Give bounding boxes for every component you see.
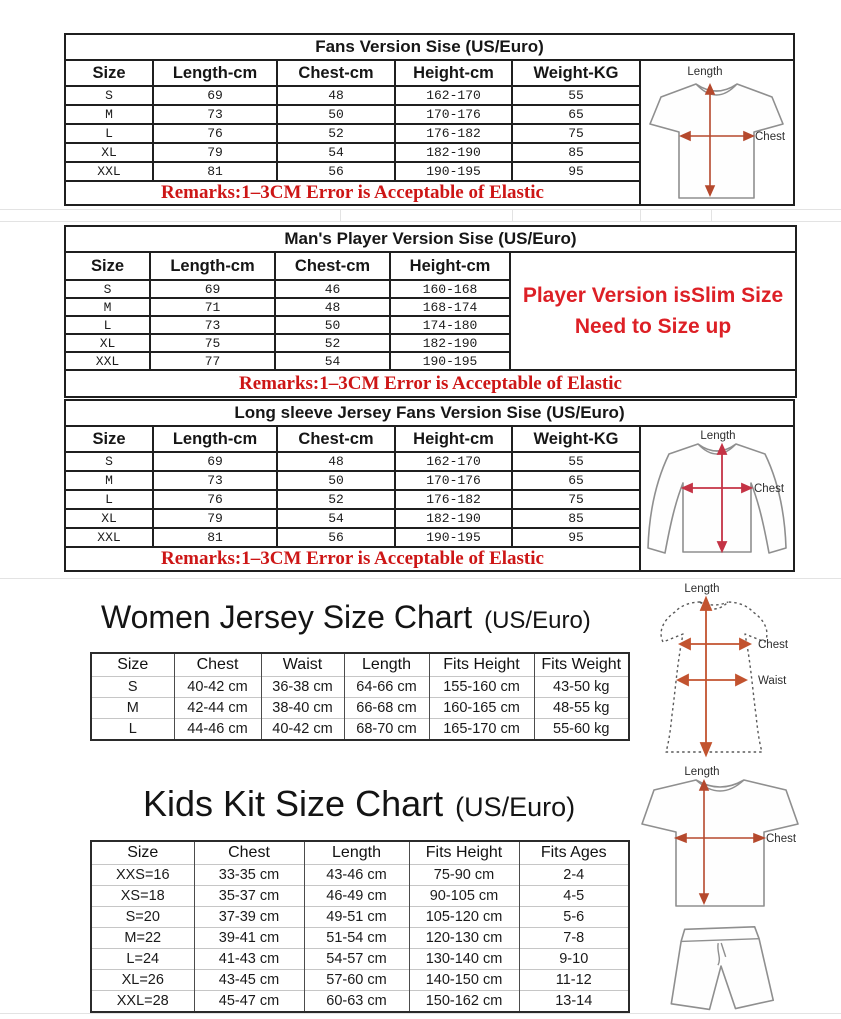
cell: 65 bbox=[512, 471, 640, 490]
cell: 55-60 kg bbox=[534, 719, 629, 741]
cell: L=24 bbox=[91, 949, 194, 970]
cell: 69 bbox=[153, 86, 277, 105]
cell: M bbox=[66, 298, 150, 316]
grid-line bbox=[512, 209, 513, 221]
women-measure-diagram bbox=[630, 580, 815, 775]
women-diagram bbox=[630, 580, 815, 780]
cell: 52 bbox=[277, 490, 395, 509]
cell: 150-162 cm bbox=[409, 991, 519, 1013]
col-header-chest: Chest bbox=[174, 653, 261, 677]
cell: L bbox=[66, 124, 153, 143]
col-header-fits-ages: Fits Ages bbox=[519, 841, 629, 865]
col-header-size: Size bbox=[66, 427, 153, 452]
cell: 95 bbox=[512, 528, 640, 547]
col-header-height: Height-cm bbox=[390, 253, 510, 280]
cell: S bbox=[66, 452, 153, 471]
cell: 73 bbox=[153, 471, 277, 490]
cell: S bbox=[66, 86, 153, 105]
cell: 120-130 cm bbox=[409, 928, 519, 949]
cell: 65 bbox=[512, 105, 640, 124]
waist-label: Waist bbox=[758, 675, 787, 687]
cell: 43-50 kg bbox=[534, 677, 629, 698]
col-header-fits-height: Fits Height bbox=[409, 841, 519, 865]
cell: 54 bbox=[277, 509, 395, 528]
col-header-height: Height-cm bbox=[395, 61, 512, 86]
cell: 48 bbox=[277, 86, 395, 105]
col-header-length: Length bbox=[304, 841, 409, 865]
kids-title-text: Kids Kit Size Chart bbox=[143, 783, 444, 824]
cell: 9-10 bbox=[519, 949, 629, 970]
cell: 48 bbox=[277, 452, 395, 471]
player-size-table bbox=[64, 225, 797, 398]
chest-arrow bbox=[680, 639, 750, 649]
cell: 39-41 cm bbox=[194, 928, 304, 949]
length-label: Length bbox=[700, 429, 736, 442]
table-row bbox=[91, 907, 629, 928]
cell: 170-176 bbox=[395, 105, 512, 124]
table-row bbox=[66, 143, 640, 162]
cell: 2-4 bbox=[519, 865, 629, 886]
grid-line bbox=[0, 209, 841, 210]
remarks-text: Remarks:1–3CM Error is Acceptable of Elastic bbox=[66, 181, 640, 204]
women-title-suffix: (US/Euro) bbox=[484, 607, 591, 634]
cell: M bbox=[91, 698, 174, 719]
cell: 76 bbox=[153, 490, 277, 509]
player-note-line2: Need to Size up bbox=[574, 315, 732, 338]
cell: 51-54 cm bbox=[304, 928, 409, 949]
cell: 5-6 bbox=[519, 907, 629, 928]
cell: XL bbox=[66, 334, 150, 352]
cell: XL bbox=[66, 509, 153, 528]
col-header-waist: Waist bbox=[261, 653, 344, 677]
col-header-length: Length-cm bbox=[153, 61, 277, 86]
shorts-outline bbox=[669, 926, 774, 1011]
table-row bbox=[66, 124, 640, 143]
col-header-chest: Chest-cm bbox=[277, 61, 395, 86]
table-row bbox=[66, 162, 640, 181]
cell: 190-195 bbox=[395, 528, 512, 547]
cell: 55 bbox=[512, 452, 640, 471]
cell: XXS=16 bbox=[91, 865, 194, 886]
cell: 13-14 bbox=[519, 991, 629, 1013]
col-header-length: Length bbox=[344, 653, 429, 677]
cell: 52 bbox=[277, 124, 395, 143]
cell: 168-174 bbox=[390, 298, 510, 316]
grid-line bbox=[640, 209, 641, 221]
cell: 190-195 bbox=[390, 352, 510, 369]
col-header-size: Size bbox=[127, 844, 159, 861]
cell: 176-182 bbox=[395, 490, 512, 509]
table-row bbox=[66, 280, 510, 298]
cell: 50 bbox=[277, 471, 395, 490]
grid-line bbox=[340, 209, 341, 221]
col-header-length: Length-cm bbox=[153, 427, 277, 452]
grid-line bbox=[0, 221, 841, 222]
cell: L bbox=[66, 490, 153, 509]
cell: 54-57 cm bbox=[304, 949, 409, 970]
table-row bbox=[66, 352, 510, 369]
cell: M bbox=[66, 105, 153, 124]
kids-title-suffix: (US/Euro) bbox=[455, 792, 576, 822]
cell: XS=18 bbox=[91, 886, 194, 907]
cell: 68-70 cm bbox=[344, 719, 429, 741]
table-row bbox=[91, 719, 629, 741]
cell: 11-12 bbox=[519, 970, 629, 991]
cell: S=20 bbox=[91, 907, 194, 928]
table-row bbox=[91, 698, 629, 719]
remarks-row bbox=[66, 547, 640, 570]
tshirt-measure-diagram bbox=[642, 62, 792, 204]
cell: 79 bbox=[153, 143, 277, 162]
player-grid bbox=[66, 253, 511, 369]
length-label: Length bbox=[684, 583, 720, 595]
cell: 73 bbox=[153, 105, 277, 124]
player-remarks-text: Remarks:1–3CM Error is Acceptable of Elastic bbox=[66, 369, 795, 396]
cell: 44-46 cm bbox=[174, 719, 261, 741]
cell: 130-140 cm bbox=[409, 949, 519, 970]
longsleeve-grid bbox=[66, 427, 641, 570]
cell: 45-47 cm bbox=[194, 991, 304, 1013]
col-header-chest: Chest-cm bbox=[275, 253, 390, 280]
cell: 56 bbox=[277, 528, 395, 547]
cell: 54 bbox=[277, 143, 395, 162]
col-header-size: Size bbox=[66, 253, 150, 280]
table-row bbox=[91, 991, 629, 1013]
cell: 41-43 cm bbox=[194, 949, 304, 970]
cell: 71 bbox=[150, 298, 275, 316]
cell: M=22 bbox=[91, 928, 194, 949]
table-row bbox=[66, 509, 640, 528]
table-row bbox=[66, 316, 510, 334]
length-label: Length bbox=[687, 65, 723, 78]
col-header-fits-height: Fits Height bbox=[429, 653, 534, 677]
table-row bbox=[91, 865, 629, 886]
cell: 75 bbox=[512, 490, 640, 509]
cell: 60-63 cm bbox=[304, 991, 409, 1013]
cell: 81 bbox=[153, 528, 277, 547]
cell: 38-40 cm bbox=[261, 698, 344, 719]
cell: 48 bbox=[275, 298, 390, 316]
cell: 46-49 cm bbox=[304, 886, 409, 907]
table-row bbox=[91, 928, 629, 949]
cell: 182-190 bbox=[390, 334, 510, 352]
cell: 50 bbox=[275, 316, 390, 334]
cell: 182-190 bbox=[395, 143, 512, 162]
cell: 162-170 bbox=[395, 86, 512, 105]
women-title-text: Women Jersey Size Chart bbox=[101, 599, 473, 635]
cell: 35-37 cm bbox=[194, 886, 304, 907]
chest-label: Chest bbox=[758, 639, 789, 651]
cell: 170-176 bbox=[395, 471, 512, 490]
table-row bbox=[91, 970, 629, 991]
cell: 75-90 cm bbox=[409, 865, 519, 886]
cell: S bbox=[66, 280, 150, 298]
table-row bbox=[91, 949, 629, 970]
kids-measure-diagram bbox=[622, 766, 822, 1016]
cell: 140-150 cm bbox=[409, 970, 519, 991]
cell: 55 bbox=[512, 86, 640, 105]
longsleeve-diagram-cell bbox=[641, 427, 793, 570]
cell: 160-165 cm bbox=[429, 698, 534, 719]
cell: 160-168 bbox=[390, 280, 510, 298]
cell: 69 bbox=[153, 452, 277, 471]
cell: XXL=28 bbox=[91, 991, 194, 1013]
cell: 49-51 cm bbox=[304, 907, 409, 928]
table-row bbox=[91, 886, 629, 907]
longsleeve-table-title: Long sleeve Jersey Fans Version Sise (US/Euro) bbox=[66, 401, 793, 427]
cell: 7-8 bbox=[519, 928, 629, 949]
cell: 76 bbox=[153, 124, 277, 143]
cell: 40-42 cm bbox=[174, 677, 261, 698]
col-header-size: Size bbox=[117, 656, 149, 673]
cell: 85 bbox=[512, 509, 640, 528]
cell: 52 bbox=[275, 334, 390, 352]
cell: 37-39 cm bbox=[194, 907, 304, 928]
cell: L bbox=[66, 316, 150, 334]
cell: L bbox=[91, 719, 174, 741]
col-header-length: Length-cm bbox=[150, 253, 275, 280]
cell: XL bbox=[66, 143, 153, 162]
table-row bbox=[66, 105, 640, 124]
remarks-text: Remarks:1–3CM Error is Acceptable of Elastic bbox=[66, 547, 640, 570]
cell: 42-44 cm bbox=[174, 698, 261, 719]
table-row bbox=[66, 490, 640, 509]
women-size-table bbox=[90, 652, 630, 741]
chest-label: Chest bbox=[766, 833, 797, 845]
col-header-size: Size bbox=[66, 61, 153, 86]
player-note-cell bbox=[511, 253, 795, 369]
cell: 95 bbox=[512, 162, 640, 181]
chest-label: Chest bbox=[755, 130, 786, 143]
cell: 105-120 cm bbox=[409, 907, 519, 928]
cell: 69 bbox=[150, 280, 275, 298]
fans-table-title: Fans Version Sise (US/Euro) bbox=[66, 35, 793, 61]
player-note-line1: Player Version isSlim Size bbox=[522, 283, 784, 307]
cell: 176-182 bbox=[395, 124, 512, 143]
cell: 40-42 cm bbox=[261, 719, 344, 741]
table-row bbox=[66, 471, 640, 490]
kids-section-title bbox=[143, 783, 576, 824]
table-row bbox=[66, 298, 510, 316]
cell: XL=26 bbox=[91, 970, 194, 991]
col-header-weight: Weight-KG bbox=[512, 427, 640, 452]
table-row bbox=[66, 452, 640, 471]
cell: S bbox=[91, 677, 174, 698]
chest-label: Chest bbox=[754, 482, 785, 495]
fans-size-table bbox=[64, 33, 795, 206]
cell: 162-170 bbox=[395, 452, 512, 471]
cell: 66-68 cm bbox=[344, 698, 429, 719]
longsleeve-measure-diagram bbox=[642, 428, 792, 570]
cell: XXL bbox=[66, 162, 153, 181]
cell: 54 bbox=[275, 352, 390, 369]
remarks-row bbox=[66, 181, 640, 204]
length-arrow bbox=[701, 598, 711, 755]
cell: 79 bbox=[153, 509, 277, 528]
fans-grid bbox=[66, 61, 641, 204]
player-table-title: Man's Player Version Sise (US/Euro) bbox=[66, 227, 795, 253]
cell: M bbox=[66, 471, 153, 490]
kids-size-table bbox=[90, 840, 630, 1013]
table-row bbox=[66, 334, 510, 352]
cell: 75 bbox=[512, 124, 640, 143]
grid-line bbox=[0, 578, 841, 579]
cell: XXL bbox=[66, 528, 153, 547]
tshirt-diagram-cell bbox=[641, 61, 793, 204]
col-header-fits-weight: Fits Weight bbox=[534, 653, 629, 677]
cell: 165-170 cm bbox=[429, 719, 534, 741]
cell: 182-190 bbox=[395, 509, 512, 528]
header-row bbox=[66, 61, 640, 86]
women-section-title bbox=[101, 601, 591, 633]
header-row bbox=[66, 253, 510, 280]
cell: 73 bbox=[150, 316, 275, 334]
table-row bbox=[66, 86, 640, 105]
cell: 33-35 cm bbox=[194, 865, 304, 886]
cell: 57-60 cm bbox=[304, 970, 409, 991]
cell: 90-105 cm bbox=[409, 886, 519, 907]
col-header-weight: Weight-KG bbox=[512, 61, 640, 86]
cell: 64-66 cm bbox=[344, 677, 429, 698]
col-header-height: Height-cm bbox=[395, 427, 512, 452]
table-row bbox=[91, 677, 629, 698]
longsleeve-size-table bbox=[64, 399, 795, 572]
cell: XXL bbox=[66, 352, 150, 369]
cell: 50 bbox=[277, 105, 395, 124]
kids-diagram bbox=[622, 766, 822, 1019]
cell: 4-5 bbox=[519, 886, 629, 907]
grid-line bbox=[711, 209, 712, 221]
cell: 56 bbox=[277, 162, 395, 181]
length-label: Length bbox=[684, 766, 720, 778]
header-row bbox=[91, 841, 629, 865]
waist-arrow bbox=[678, 675, 746, 685]
cell: 190-195 bbox=[395, 162, 512, 181]
table-row bbox=[66, 528, 640, 547]
cell: 36-38 cm bbox=[261, 677, 344, 698]
header-row bbox=[91, 653, 629, 677]
col-header-chest: Chest-cm bbox=[277, 427, 395, 452]
cell: 174-180 bbox=[390, 316, 510, 334]
cell: 77 bbox=[150, 352, 275, 369]
cell: 43-45 cm bbox=[194, 970, 304, 991]
header-row bbox=[66, 427, 640, 452]
col-header-chest: Chest bbox=[194, 841, 304, 865]
cell: 43-46 cm bbox=[304, 865, 409, 886]
cell: 48-55 kg bbox=[534, 698, 629, 719]
cell: 155-160 cm bbox=[429, 677, 534, 698]
cell: 85 bbox=[512, 143, 640, 162]
cell: 75 bbox=[150, 334, 275, 352]
cell: 46 bbox=[275, 280, 390, 298]
cell: 81 bbox=[153, 162, 277, 181]
